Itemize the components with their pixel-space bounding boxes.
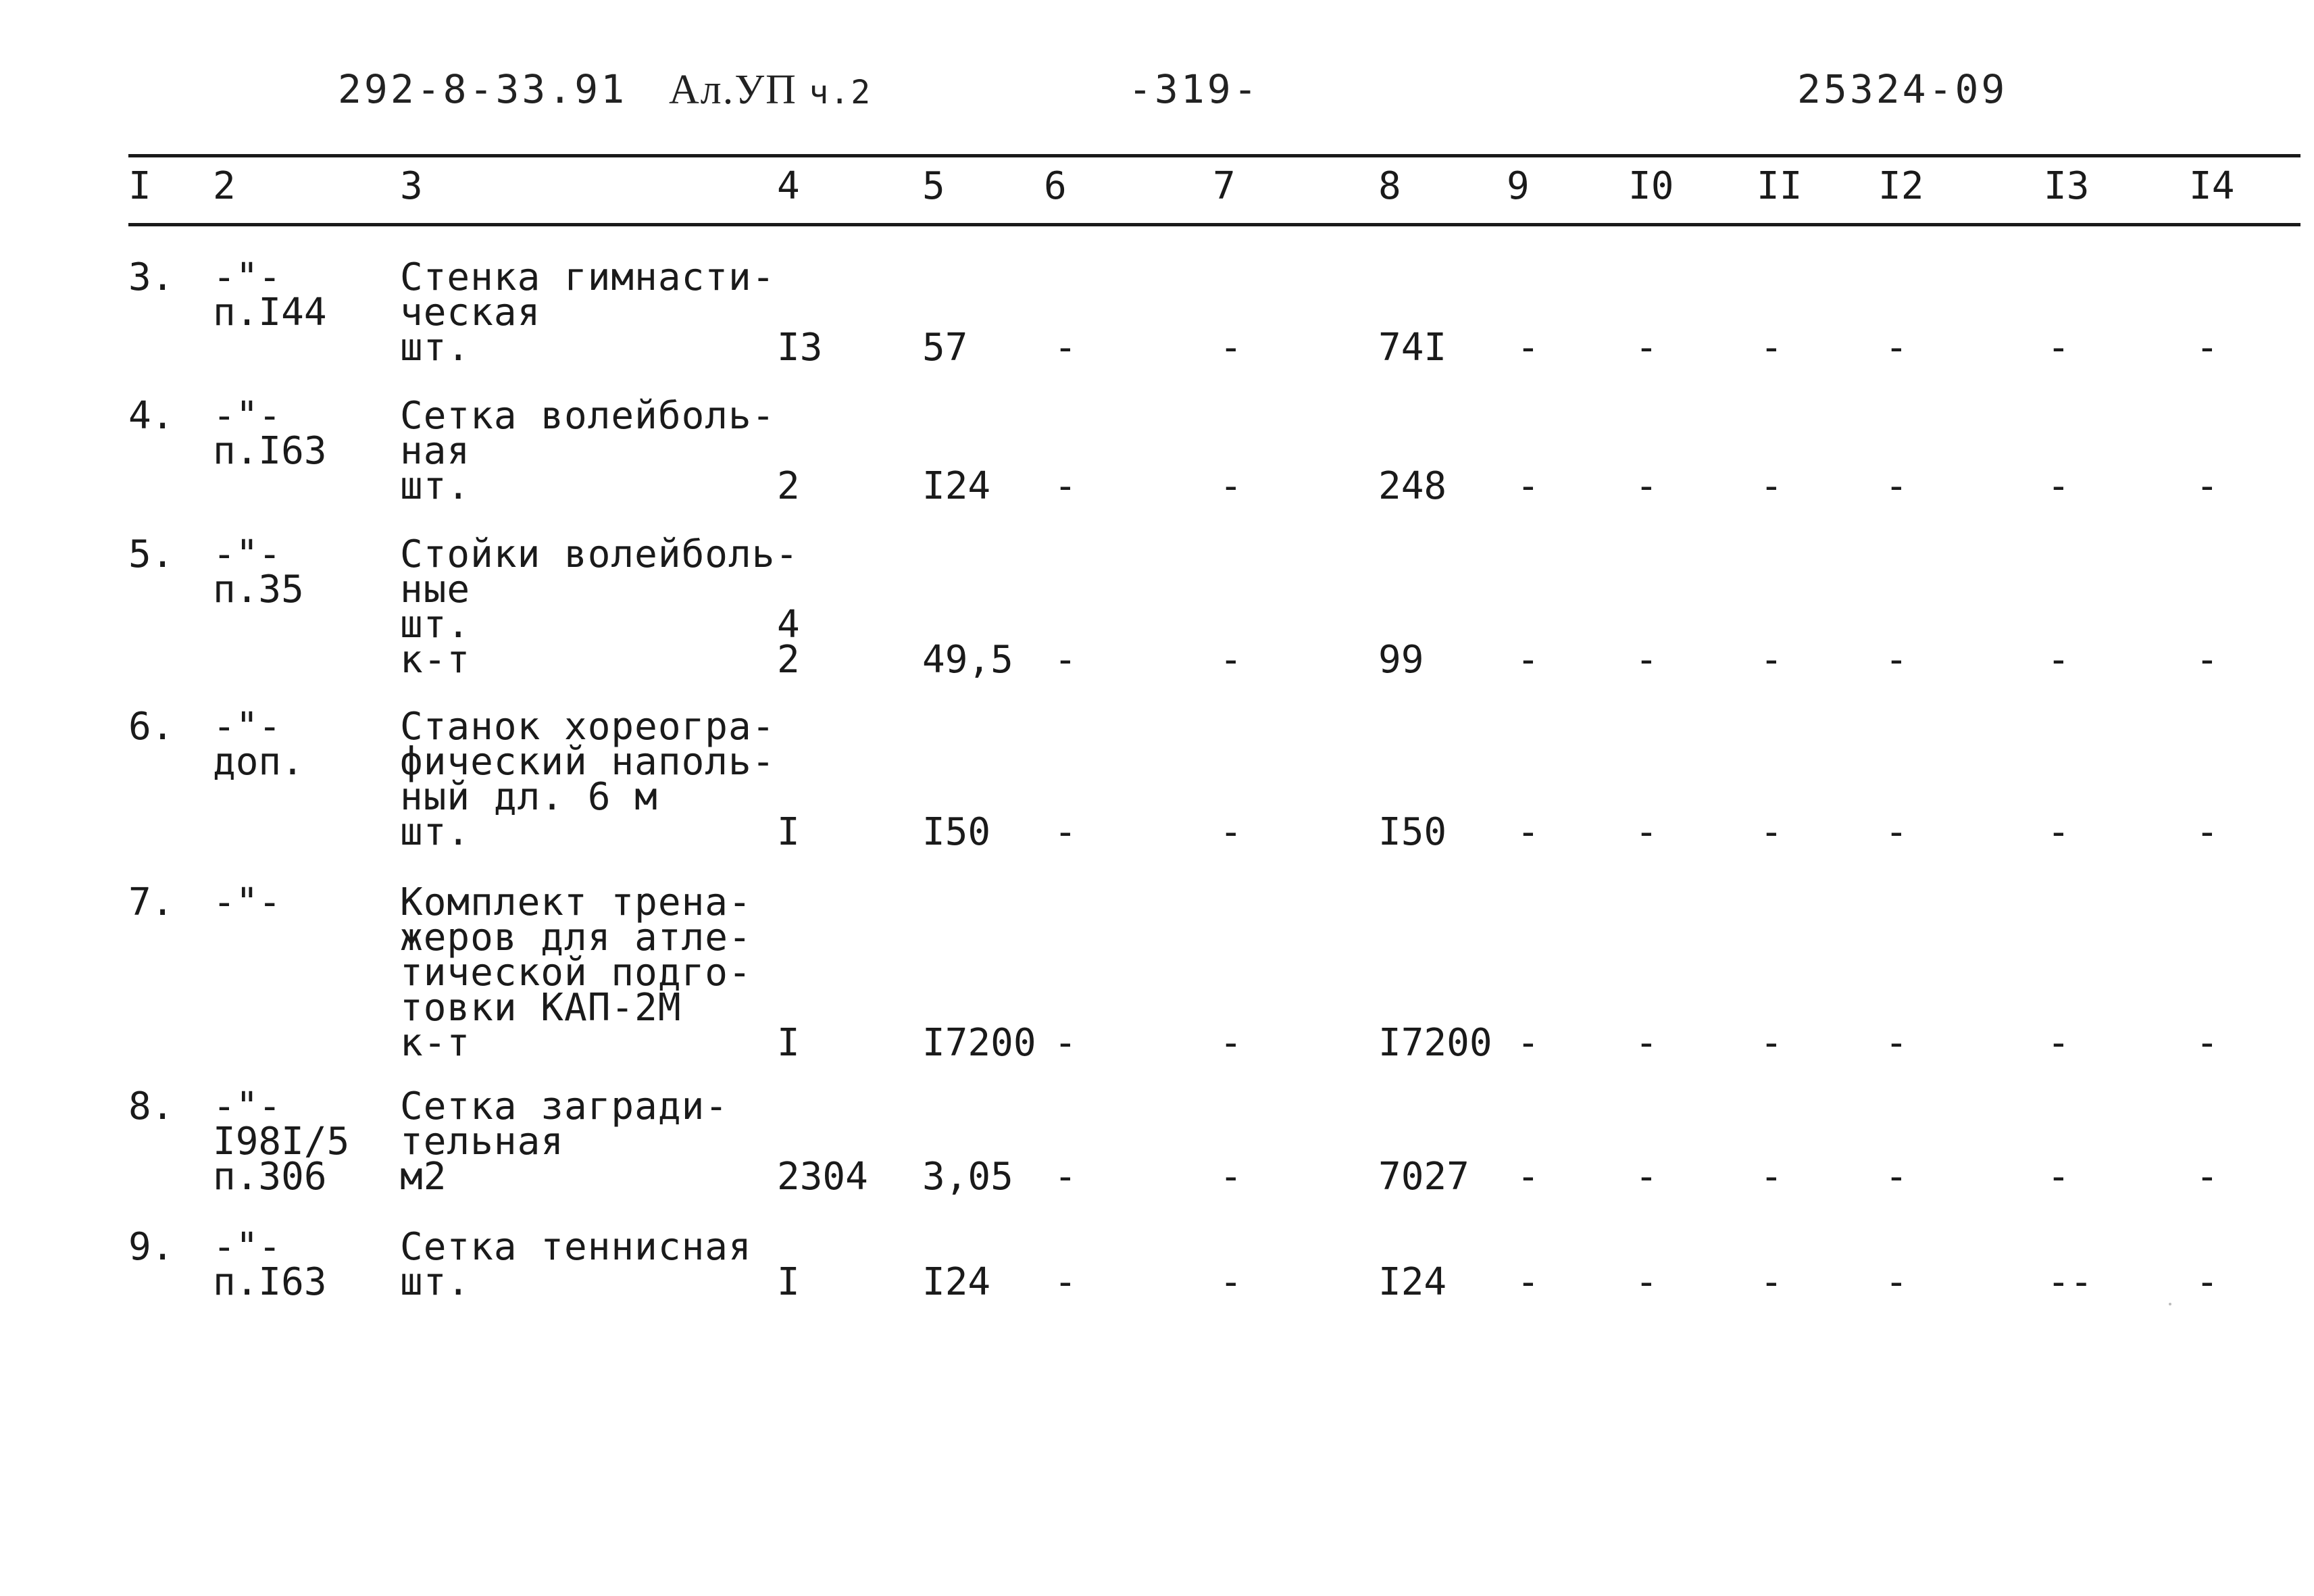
table-top-rule [128, 154, 2300, 157]
col7-value: - [1219, 464, 1242, 508]
col12-value: - [1885, 638, 1908, 682]
item-name-line: ная [400, 429, 471, 473]
unit-price: 3,05 [922, 1155, 1013, 1199]
col10-value: - [1635, 1260, 1658, 1304]
col6-value: - [1054, 810, 1077, 854]
col12-value: - [1885, 464, 1908, 508]
col-header-11: II [1757, 164, 1803, 208]
reference-line: -"- [213, 880, 282, 924]
reference-line: п.35 [213, 568, 304, 612]
col10-value: - [1635, 810, 1658, 854]
col12-value: - [1885, 1260, 1908, 1304]
col6-value: - [1054, 464, 1077, 508]
col14-value: - [2196, 1260, 2219, 1304]
unit-price: I50 [922, 810, 991, 854]
reference-line: п.306 [213, 1155, 327, 1199]
col14-value: - [2196, 810, 2219, 854]
col-header-1: I [128, 164, 151, 208]
col-header-6: 6 [1044, 164, 1067, 208]
reference-line: -"- [213, 1225, 282, 1269]
item-name-line: к-т [400, 1021, 471, 1065]
total-cost: I50 [1378, 810, 1447, 854]
col-header-2: 2 [213, 164, 236, 208]
reference-line: I98I/5 [213, 1120, 350, 1164]
unit-price: 57 [922, 326, 968, 370]
col11-value: - [1760, 810, 1783, 854]
col9-value: - [1517, 326, 1540, 370]
item-name-line: тической подго- [400, 951, 752, 995]
album-part: ч.2 [809, 74, 872, 111]
col-header-4: 4 [777, 164, 800, 208]
item-name-line: шт. [400, 1260, 471, 1304]
col6-value: - [1054, 1260, 1077, 1304]
row-number: 6. [128, 705, 174, 749]
col12-value: - [1885, 810, 1908, 854]
document-code: 292-8-33.91 [338, 66, 628, 112]
row-number: 8. [128, 1084, 174, 1128]
total-cost: I24 [1378, 1260, 1447, 1304]
item-name-line: шт. [400, 603, 471, 647]
col9-value: - [1517, 638, 1540, 682]
col-header-5: 5 [922, 164, 945, 208]
col6-value: - [1054, 1021, 1077, 1065]
item-name-line: шт. [400, 326, 471, 370]
reference-line: п.I63 [213, 1260, 327, 1304]
col13-value: - [2047, 638, 2070, 682]
col13-value: - [2047, 810, 2070, 854]
table-header-rule [128, 223, 2300, 226]
col7-value: - [1219, 638, 1242, 682]
col11-value: - [1760, 638, 1783, 682]
col13-value: - [2047, 326, 2070, 370]
col7-value: - [1219, 1260, 1242, 1304]
col-header-7: 7 [1213, 164, 1236, 208]
col11-value: - [1760, 1021, 1783, 1065]
col9-value: - [1517, 1155, 1540, 1199]
col9-value: - [1517, 1260, 1540, 1304]
row-number: 4. [128, 394, 174, 438]
col11-value: - [1760, 326, 1783, 370]
col-header-8: 8 [1378, 164, 1401, 208]
item-name-line: к-т [400, 638, 471, 682]
reference-line: п.I44 [213, 291, 327, 334]
item-name-line: ные [400, 568, 471, 612]
col13-value: - [2047, 464, 2070, 508]
col14-value: - [2196, 1155, 2219, 1199]
col7-value: - [1219, 326, 1242, 370]
item-name-line: ческая [400, 291, 541, 334]
row-number: 5. [128, 532, 174, 576]
col10-value: - [1635, 638, 1658, 682]
col7-value: - [1219, 810, 1242, 854]
item-name-line: Сетка загради- [400, 1084, 729, 1128]
quantity: 4 [777, 603, 800, 647]
unit-price: I24 [922, 464, 991, 508]
col-header-10: I0 [1628, 164, 1674, 208]
album-name: Ал.УП [669, 67, 797, 113]
row-number: 3. [128, 255, 174, 299]
unit-price: 49,5 [922, 638, 1013, 682]
reference-line: -"- [213, 394, 282, 438]
reference-line: -"- [213, 705, 282, 749]
col-header-3: 3 [400, 164, 423, 208]
reference-line: -"- [213, 255, 282, 299]
col10-value: - [1635, 326, 1658, 370]
col13-value: - [2047, 1155, 2070, 1199]
col-header-14: I4 [2189, 164, 2235, 208]
item-name-line: ный дл. 6 м [400, 775, 658, 819]
col14-value: - [2196, 1021, 2219, 1065]
col12-value: - [1885, 1155, 1908, 1199]
col14-value: - [2196, 638, 2219, 682]
row-number: 9. [128, 1225, 174, 1269]
quantity: 2 [777, 464, 800, 508]
album-label [669, 66, 872, 114]
quantity: I [777, 810, 800, 854]
item-name-line: шт. [400, 464, 471, 508]
reference-line: -"- [213, 532, 282, 576]
quantity: 2304 [777, 1155, 868, 1199]
col-header-12: I2 [1878, 164, 1924, 208]
col12-value: - [1885, 326, 1908, 370]
item-name-line: Комплект трена- [400, 880, 752, 924]
row-number: 7. [128, 880, 174, 924]
col10-value: - [1635, 1155, 1658, 1199]
col-header-13: I3 [2044, 164, 2090, 208]
unit-price: I7200 [922, 1021, 1036, 1065]
item-name-line: жеров для атле- [400, 916, 752, 959]
item-name-line: Стенка гимнасти- [400, 255, 776, 299]
col11-value: - [1760, 1155, 1783, 1199]
scan-speck [2169, 1303, 2171, 1305]
col6-value: - [1054, 1155, 1077, 1199]
col11-value: - [1760, 1260, 1783, 1304]
reference-line: п.I63 [213, 429, 327, 473]
document-number: 25324-09 [1797, 66, 2008, 112]
total-cost: I7200 [1378, 1021, 1492, 1065]
col13-value: -- [2047, 1260, 2093, 1304]
col12-value: - [1885, 1021, 1908, 1065]
col14-value: - [2196, 326, 2219, 370]
col14-value: - [2196, 464, 2219, 508]
item-name-line: шт. [400, 810, 471, 854]
col7-value: - [1219, 1155, 1242, 1199]
col-header-9: 9 [1507, 164, 1530, 208]
item-name-line: м2 [400, 1155, 447, 1199]
col13-value: - [2047, 1021, 2070, 1065]
item-name-line: Стойки волейболь- [400, 532, 799, 576]
col9-value: - [1517, 810, 1540, 854]
total-cost: 7027 [1378, 1155, 1469, 1199]
col7-value: - [1219, 1021, 1242, 1065]
quantity: I3 [777, 326, 823, 370]
page-number: -319- [1128, 66, 1260, 112]
item-name-line: фический наполь- [400, 740, 776, 784]
item-name-line: тельная [400, 1120, 565, 1164]
col11-value: - [1760, 464, 1783, 508]
quantity: I [777, 1021, 800, 1065]
item-name-line: Сетка волейболь- [400, 394, 776, 438]
col10-value: - [1635, 1021, 1658, 1065]
item-name-line: товки КАП-2М [400, 986, 682, 1030]
col9-value: - [1517, 464, 1540, 508]
total-cost: 248 [1378, 464, 1447, 508]
col9-value: - [1517, 1021, 1540, 1065]
reference-line: -"- [213, 1084, 282, 1128]
total-cost: 74I [1378, 326, 1447, 370]
item-name-line: Станок хореогра- [400, 705, 776, 749]
unit-price: I24 [922, 1260, 991, 1304]
col10-value: - [1635, 464, 1658, 508]
quantity: 2 [777, 638, 800, 682]
col6-value: - [1054, 326, 1077, 370]
col6-value: - [1054, 638, 1077, 682]
reference-line: доп. [213, 740, 304, 784]
total-cost: 99 [1378, 638, 1424, 682]
quantity: I [777, 1260, 800, 1304]
item-name-line: Сетка теннисная [400, 1225, 752, 1269]
